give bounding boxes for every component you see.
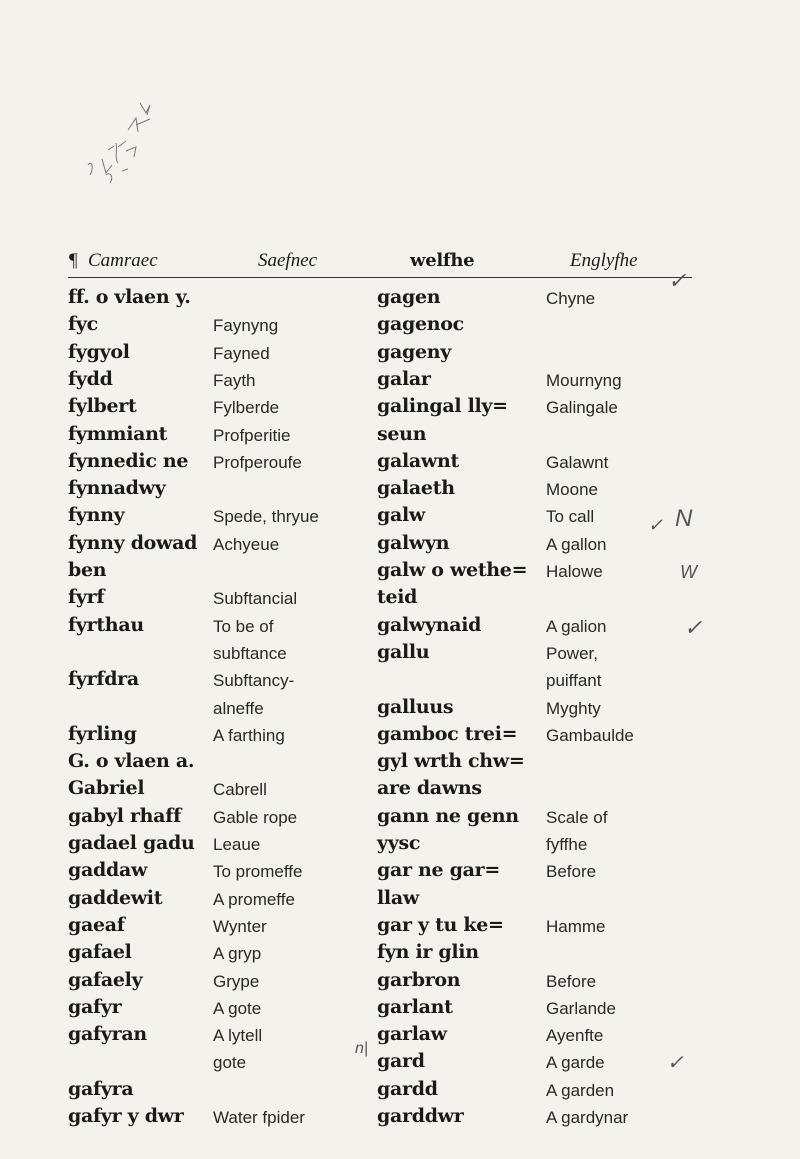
table-row xyxy=(0,423,800,453)
table-row xyxy=(0,614,800,644)
cell-c4: A garde xyxy=(546,1053,605,1073)
handwritten-check-icon: ✓ xyxy=(648,515,664,535)
handwritten-scribble xyxy=(78,95,168,190)
cell-c1: fynny xyxy=(68,504,125,527)
cell-c2: Profperoufe xyxy=(213,452,302,472)
table-row xyxy=(0,750,800,780)
cell-c2: subftance xyxy=(213,643,287,663)
cell-c1: fygyol xyxy=(68,340,130,363)
cell-c1: gadael gadu xyxy=(68,832,195,854)
table-row xyxy=(0,1023,800,1053)
table-row xyxy=(0,477,800,507)
cell-c1: fyrf xyxy=(68,586,105,609)
handwritten-n-mark-icon: n| xyxy=(355,1040,369,1057)
cell-c3: galingal lly= xyxy=(377,395,508,418)
cell-c1: fyc xyxy=(68,313,98,336)
table-row xyxy=(0,914,800,944)
cell-c4: Mournyng xyxy=(546,370,622,390)
cell-c1: fyrling xyxy=(68,722,137,745)
cell-c2: Faynyng xyxy=(213,316,279,336)
cell-c1: gaeaf xyxy=(68,913,125,936)
table-row xyxy=(0,586,800,616)
cell-c3: gar ne gar= xyxy=(377,859,500,882)
cell-c1: G. o vlaen a. xyxy=(68,750,195,773)
cell-c1: gaddewit xyxy=(68,886,163,909)
cell-c1: fyrthau xyxy=(68,613,144,636)
cell-c3: garlaw xyxy=(377,1023,447,1046)
cell-c2: Gable rope xyxy=(213,807,298,827)
cell-c2: A lytell xyxy=(213,1026,263,1046)
cell-c1: fynny dowad xyxy=(68,531,198,554)
table-row xyxy=(0,941,800,971)
cell-c1: gabyl rhaff xyxy=(68,804,181,827)
cell-c2: Profperitie xyxy=(213,425,291,445)
cell-c4: Before xyxy=(546,862,597,882)
cell-c4: Chyne xyxy=(546,289,596,308)
table-row xyxy=(0,395,800,425)
cell-c3: galwyn xyxy=(377,531,450,554)
cell-c2: A farthing xyxy=(213,725,285,745)
cell-c4: puiffant xyxy=(546,671,602,691)
cell-c2: To promeffe xyxy=(213,862,303,882)
table-row xyxy=(0,641,800,671)
table-row xyxy=(0,341,800,371)
cell-c2: A promeffe xyxy=(213,889,295,909)
cell-c4: To call xyxy=(546,507,595,527)
table-row xyxy=(0,668,800,698)
cell-c3: gagenoc xyxy=(377,313,464,336)
table-row xyxy=(0,532,800,562)
pilcrow-mark: ¶ xyxy=(68,250,78,271)
cell-c2: Fayth xyxy=(213,370,256,390)
cell-c4: Power, xyxy=(546,643,598,663)
cell-c1: fyrfdra xyxy=(68,668,139,691)
table-row xyxy=(0,969,800,999)
handwritten-check-icon: ✓ xyxy=(684,615,703,640)
table-row xyxy=(0,723,800,753)
cell-c3: are dawns xyxy=(377,777,482,800)
cell-c2: A gryp xyxy=(213,944,262,964)
cell-c3: gann ne genn xyxy=(377,804,519,827)
cell-c1: gafyra xyxy=(68,1077,134,1100)
handwritten-w-mark-icon: W xyxy=(680,562,697,582)
cell-c4: fyffhe xyxy=(546,835,588,854)
cell-c2: To be of xyxy=(213,616,274,636)
table-row xyxy=(0,832,800,862)
table-row xyxy=(0,313,800,343)
cell-c4: Gambaulde xyxy=(546,725,634,745)
cell-c3: gamboc trei= xyxy=(377,722,518,745)
table-row xyxy=(0,450,800,480)
cell-c1: gafyr y dwr xyxy=(68,1105,184,1127)
cell-c2: Fylberde xyxy=(213,398,280,418)
table-row xyxy=(0,805,800,835)
cell-c4: A galion xyxy=(546,616,607,636)
cell-c3: galw o wethe= xyxy=(377,559,528,581)
cell-c2: gote xyxy=(213,1053,247,1073)
cell-c4: Halowe xyxy=(546,562,603,581)
cell-c1: gafaely xyxy=(68,968,143,991)
cell-c2: A gote xyxy=(213,998,262,1018)
cell-c3: gard xyxy=(377,1050,425,1073)
cell-c4: Scale of xyxy=(546,807,608,827)
table-row xyxy=(0,1105,800,1135)
cell-c4: Galawnt xyxy=(546,452,609,472)
cell-c3: galaeth xyxy=(377,477,455,500)
cell-c3: garbron xyxy=(377,968,461,991)
cell-c1: ben xyxy=(68,559,107,581)
cell-c3: galw xyxy=(377,504,425,527)
cell-c3: gagen xyxy=(377,286,441,308)
cell-c4: A garden xyxy=(546,1080,615,1100)
table-row xyxy=(0,696,800,726)
cell-c1: gaddaw xyxy=(68,859,148,882)
handwritten-n-mark-icon: N xyxy=(675,505,693,532)
handwritten-check-icon: ✓ xyxy=(667,1052,684,1074)
cell-c4: Hamme xyxy=(546,916,606,936)
cell-c4: A gardynar xyxy=(546,1108,629,1127)
cell-c4: Galingale xyxy=(546,398,618,418)
cell-c3: gar y tu ke= xyxy=(377,913,504,936)
cell-c3: llaw xyxy=(377,886,419,909)
cell-c4: Garlande xyxy=(546,998,616,1018)
cell-c3: seun xyxy=(377,422,427,445)
cell-c4: Myghty xyxy=(546,698,601,718)
cell-c4: Before xyxy=(546,971,597,991)
header-col3: welfhe xyxy=(410,250,475,271)
cell-c3: galawnt xyxy=(377,449,459,472)
table-row xyxy=(0,859,800,889)
table-row xyxy=(0,887,800,917)
cell-c2: Achyeue xyxy=(213,534,280,554)
cell-c3: galluus xyxy=(377,695,454,718)
cell-c3: gallu xyxy=(377,640,430,663)
cell-c1: fylbert xyxy=(68,395,137,418)
cell-c3: gyl wrth chw= xyxy=(377,750,525,773)
cell-c3: garlant xyxy=(377,995,453,1018)
cell-c3: yysc xyxy=(377,832,421,854)
cell-c2: Subftancial xyxy=(213,589,298,609)
cell-c1: gafyr xyxy=(68,995,122,1018)
cell-c2: alneffe xyxy=(213,698,264,718)
cell-c1: fymmiant xyxy=(68,422,168,445)
cell-c2: Fayned xyxy=(213,343,270,363)
header-col2: Saefnec xyxy=(258,250,318,271)
cell-c3: galwynaid xyxy=(377,613,482,636)
cell-c2: Cabrell xyxy=(213,780,267,800)
cell-c2: Water fpider xyxy=(213,1108,305,1127)
cell-c2: Wynter xyxy=(213,916,267,936)
header-col1: Camraec xyxy=(88,250,158,271)
cell-c4: A gallon xyxy=(546,534,607,554)
cell-c2: Subftancy- xyxy=(213,671,295,691)
cell-c3: gardd xyxy=(377,1077,438,1100)
cell-c1: fynnadwy xyxy=(68,477,166,500)
cell-c2: Leaue xyxy=(213,835,261,854)
cell-c3: galar xyxy=(377,367,431,390)
table-row xyxy=(0,777,800,807)
cell-c2: Grype xyxy=(213,971,260,991)
cell-c3: fyn ir glin xyxy=(377,941,479,964)
cell-c4: Moone xyxy=(546,480,598,500)
cell-c3: teid xyxy=(377,586,418,609)
cell-c3: gageny xyxy=(377,340,452,363)
table-row xyxy=(0,996,800,1026)
cell-c2: Spede, thryue xyxy=(213,507,319,527)
cell-c1: fydd xyxy=(68,367,113,390)
cell-c1: gafael xyxy=(68,941,132,964)
header-rule xyxy=(68,277,692,278)
table-row xyxy=(0,1078,800,1108)
cell-c1: fynnedic ne xyxy=(68,449,189,472)
cell-c1: Gabriel xyxy=(68,777,145,800)
cell-c1: gafyran xyxy=(68,1023,147,1046)
handwritten-check-icon: ✓ xyxy=(668,268,687,293)
cell-c1: ff. o vlaen y. xyxy=(68,286,191,308)
cell-c3: garddwr xyxy=(377,1105,464,1127)
cell-c4: Ayenfte xyxy=(546,1026,604,1046)
table-row xyxy=(0,368,800,398)
header-col4: Englyfhe xyxy=(570,250,638,271)
